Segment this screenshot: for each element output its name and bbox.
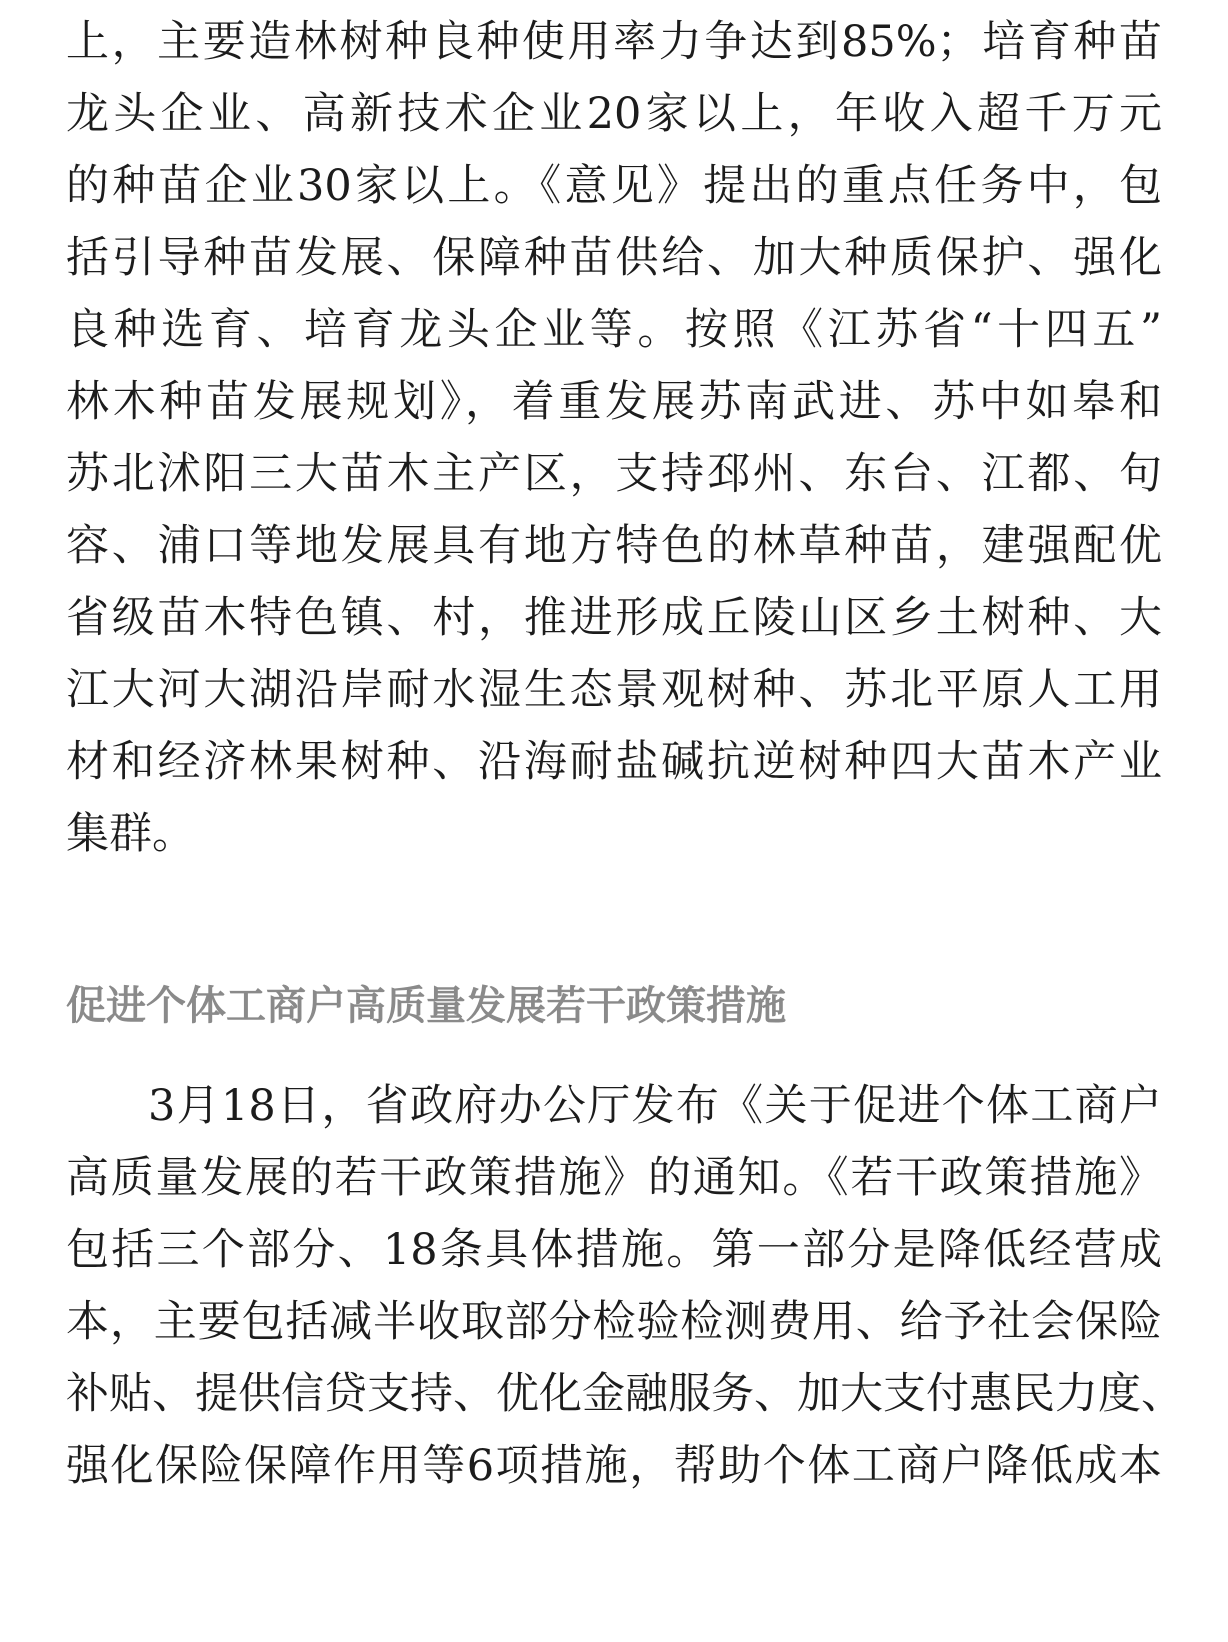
text-line: 3月18日，省政府办公厅发布《关于促进个体工商户 — [148, 1081, 1162, 1131]
text-line: 包括三个部分、18条具体措施。第一部分是降低经营成 — [66, 1225, 1162, 1275]
text-line: 省级苗木特色镇、村，推进形成丘陵山区乡土树种、大 — [66, 593, 1162, 643]
text-line: 补贴、提供信贷支持、优化金融服务、加大支付惠民力度、 — [66, 1369, 1184, 1419]
paragraph-individual-business-policy — [66, 1070, 1184, 1502]
text-line: 的种苗企业30家以上。《意见》提出的重点任务中，包 — [66, 161, 1162, 211]
document-page — [66, 0, 1184, 1502]
section-heading: 促进个体工商户高质量发展若干政策措施 — [66, 982, 786, 1029]
text-line: 集群。 — [66, 809, 195, 859]
text-line: 苏北沭阳三大苗木主产区，支持邳州、东台、江都、句 — [66, 449, 1162, 499]
text-line: 容、浦口等地发展具有地方特色的林草种苗，建强配优 — [66, 521, 1162, 571]
paragraph-seedling-policy — [66, 6, 1162, 870]
text-line: 林木种苗发展规划》，着重发展苏南武进、苏中如皋和 — [66, 377, 1162, 427]
text-line: 材和经济林果树种、沿海耐盐碱抗逆树种四大苗木产业 — [66, 737, 1162, 787]
text-line: 龙头企业、高新技术企业20家以上，年收入超千万元 — [66, 89, 1162, 139]
text-line: 江大河大湖沿岸耐水湿生态景观树种、苏北平原人工用 — [66, 665, 1162, 715]
text-line: 高质量发展的若干政策措施》的通知。《若干政策措施》 — [66, 1153, 1162, 1203]
text-line: 括引导种苗发展、保障种苗供给、加大种质保护、强化 — [66, 233, 1162, 283]
text-line: 上，主要造林树种良种使用率力争达到85%；培育种苗 — [66, 17, 1162, 67]
text-line: 良种选育、培育龙头企业等。按照《江苏省“十四五” — [66, 305, 1162, 355]
text-line: 本，主要包括减半收取部分检验检测费用、给予社会保险 — [66, 1297, 1162, 1347]
text-line: 强化保险保障作用等6项措施，帮助个体工商户降低成本 — [66, 1441, 1162, 1491]
